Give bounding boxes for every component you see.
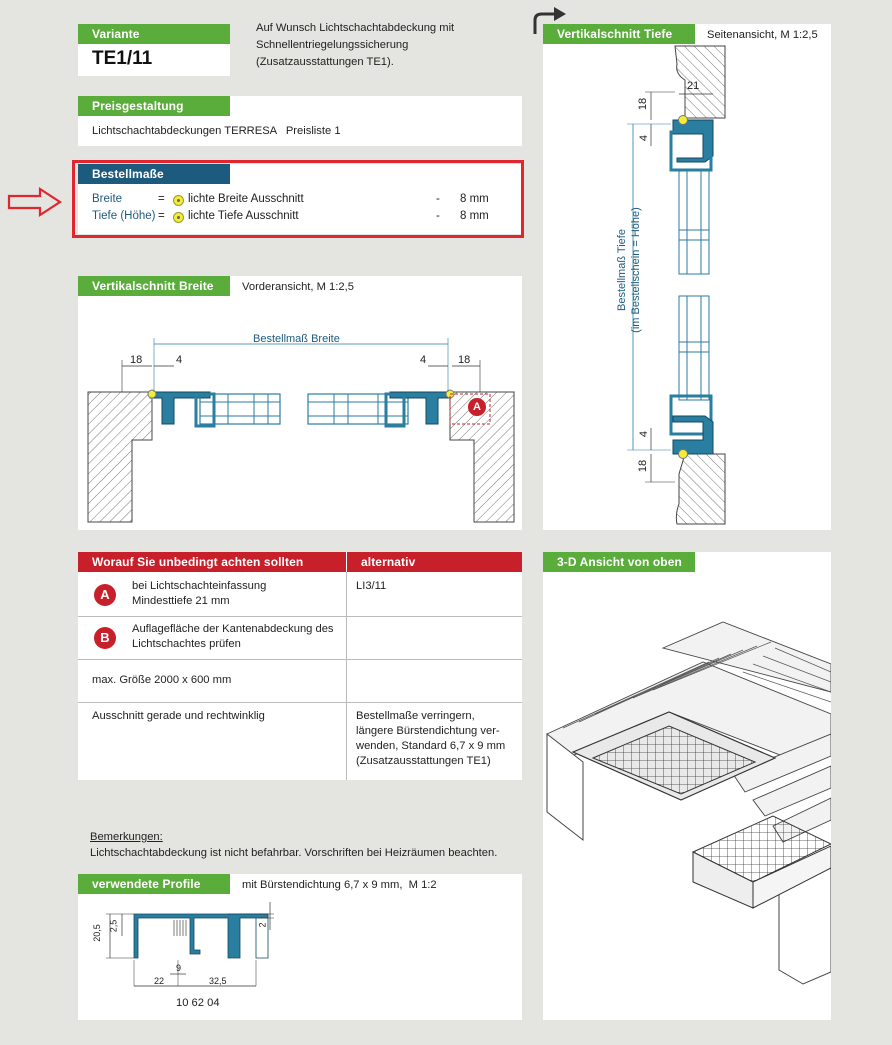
highlight-box [72,160,524,238]
achten-row-alt: Bestellmaße verringern, längere Bürstendichtung ver- wenden, Standard 6,7 x 9 mm (Zusatzausstattungen TE1) [356,710,506,767]
bestell-header: Bestellmaße [78,164,230,184]
bestell-desc: lichte Breite Ausschnitt [188,193,304,205]
profile-card [78,874,522,1020]
bestell-dash: - [436,210,440,222]
badge-a: A [94,584,116,606]
vertikal-breite-header: Vertikalschnitt Breite [78,276,230,296]
dim-4-bottom: 4 [638,430,651,438]
bestell-eq: = [158,193,165,205]
bestell-value: 8 mm [460,193,489,205]
badge-b: B [94,627,116,649]
profile-dim-h1: 20,5 [91,924,102,942]
dim-4-right: 4 [420,354,427,366]
dim-4-top: 4 [638,134,651,142]
bestell-label: Tiefe (Höhe) [92,210,156,222]
vertikal-breite-card [78,276,522,530]
dim-main-tiefe: Bestellmaß Tiefe (im Bestellschein = Höhe) [616,207,642,333]
profile-header: verwendete Profile [78,874,230,894]
achten-header-right: alternativ [346,552,522,572]
preis-card [78,96,522,146]
divider [346,572,347,780]
dim-18-left: 18 [130,354,143,366]
profile-dim-h2: 2,5 [108,919,119,933]
variante-code: TE1/11 [92,48,153,69]
variante-header: Variante [78,24,230,44]
achten-row-text: max. Größe 2000 x 600 mm [92,674,232,686]
badge-a: A [468,398,486,416]
achten-row-text: Ausschnitt gerade und rechtwinklig [92,710,265,722]
preis-text: Lichtschachtabdeckungen TERRESA Preisliste 1 [92,125,341,137]
divider [78,702,522,703]
achten-row-text: Auflagefläche der Kantenabdeckung des Lichtschachtes prüfen [132,623,334,650]
bemerkungen-title: Bemerkungen: [90,831,163,843]
bestell-label: Breite [92,193,123,205]
bemerkungen-text: Lichtschachtabdeckung ist nicht befahrbar. Vorschriften bei Heizräumen beachten. [90,847,498,859]
profile-caption: mit Bürstendichtung 6,7 x 9 mm, M 1:2 [242,879,437,891]
profile-dim-w3: 9 [176,963,182,973]
bestell-dash: - [436,193,440,205]
profile-drawing [78,874,522,1020]
ansicht-3d-header: 3-D Ansicht von oben [543,552,695,572]
vertikal-breite-caption: Vorderansicht, M 1:2,5 [242,281,354,293]
dim-21: 21 [687,80,700,92]
dim-4-left: 4 [176,354,183,366]
variante-note: Auf Wunsch Lichtschachtabdeckung mit Schnellentriegelungssicherung (Zusatzausstattungen TE1). [256,22,455,68]
achten-card [78,552,522,780]
vertikal-tiefe-drawing [543,24,831,530]
profile-article: 10 62 04 [176,997,220,1009]
vertikal-tiefe-header: Vertikalschnitt Tiefe [543,24,695,44]
achten-row-text: bei Lichtschachteinfassung Mindesttiefe 21 mm [132,580,267,607]
bestell-value: 8 mm [460,210,489,222]
bestell-eq: = [158,210,165,222]
dim-18-top: 18 [637,97,650,111]
vertikal-tiefe-card [543,24,831,530]
profile-dim-w2: 32,5 [209,976,227,986]
vertikal-breite-drawing [78,276,522,530]
achten-header-left: Worauf Sie unbedingt achten sollten [78,552,346,572]
divider [78,616,522,617]
arrow-right-icon [6,187,64,217]
profile-dim-w1: 22 [154,976,165,986]
dim-18-right: 18 [458,354,471,366]
divider [78,659,522,660]
vertikal-tiefe-caption: Seitenansicht, M 1:2,5 [707,29,818,41]
achten-row-alt: LI3/11 [356,580,387,592]
ansicht-3d-card [543,552,831,1020]
variante-card [78,24,230,76]
dim-main-breite: Bestellmaß Breite [253,333,340,345]
dim-18-bottom: 18 [637,459,650,473]
bestell-desc: lichte Tiefe Ausschnitt [188,210,299,222]
profile-dim-t: 2 [257,922,268,928]
preis-header: Preisgestaltung [78,96,230,116]
ansicht-3d-drawing [543,552,831,1020]
